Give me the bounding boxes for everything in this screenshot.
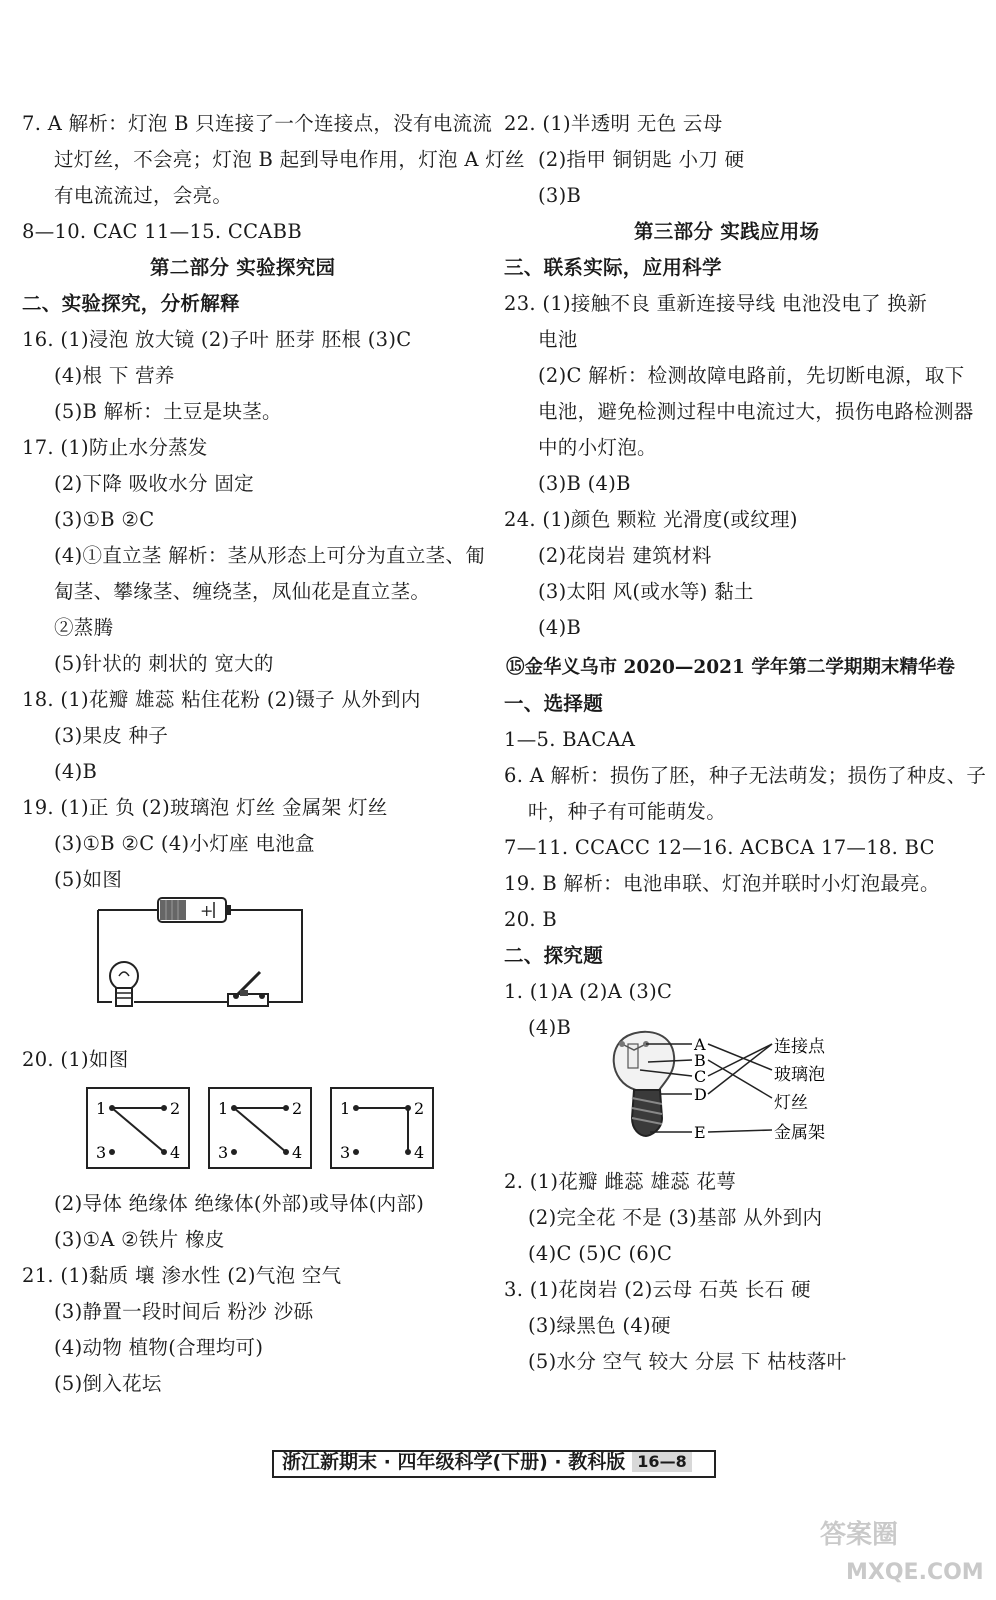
dot-diagrams xyxy=(86,1086,446,1172)
dot-label-1: 1 xyxy=(340,1099,351,1118)
answer-16-line2: (4)根 下 营养 xyxy=(54,364,175,387)
answer-17-line7: (5)针状的 刺状的 宽大的 xyxy=(54,652,274,675)
answer-24-line4: (4)B xyxy=(538,616,582,639)
answer-19-line1: 19. (1)正 负 (2)玻璃泡 灯丝 金属架 灯丝 xyxy=(22,796,388,819)
watermark-logo: 答案圈 xyxy=(820,1520,899,1550)
circuit-diagram xyxy=(92,892,312,1022)
bulb-label-metal-frame: 金属架 xyxy=(774,1123,825,1143)
answer-17-line2: (2)下降 吸收水分 固定 xyxy=(54,472,254,495)
answer-7-line2: 过灯丝，不会亮；灯泡 B 起到导电作用，灯泡 A 灯丝 xyxy=(54,148,525,171)
answer-19: 19. B 解析：电池串联、灯泡并联时小灯泡最亮。 xyxy=(504,872,940,895)
footer-page-number: 16—8 xyxy=(632,1452,692,1472)
answer-18-line3: (4)B xyxy=(54,760,98,783)
answer-20-line1: 20. (1)如图 xyxy=(22,1048,129,1071)
answer-21-line1: 21. (1)黏质 壤 渗水性 (2)气泡 空气 xyxy=(22,1264,342,1287)
bulb-letter-e: E xyxy=(694,1123,706,1142)
answer-8-15: 8—10. CAC 11—15. CCABB xyxy=(22,220,302,243)
bulb-label-connection: 连接点 xyxy=(774,1037,825,1057)
dot-label-3: 3 xyxy=(340,1143,351,1162)
answer-21-line2: (3)静置一段时间后 粉沙 沙砾 xyxy=(54,1300,314,1323)
explore-2-line2: (2)完全花 不是 (3)基部 从外到内 xyxy=(528,1206,823,1229)
subsection-heading-3: 三、联系实际，应用科学 xyxy=(504,256,722,279)
answer-17-line5: 匐茎、攀缘茎、缠绕茎，凤仙花是直立茎。 xyxy=(54,580,431,603)
lightbulb-icon xyxy=(614,1032,675,1136)
bulb-letter-d: D xyxy=(694,1085,707,1104)
dot-label-4: 4 xyxy=(170,1143,181,1162)
dot-label-4: 4 xyxy=(292,1143,303,1162)
answer-23-line6: (3)B (4)B xyxy=(538,472,631,495)
subsection-heading-explore: 二、探究题 xyxy=(504,944,604,967)
section-heading-part2: 第二部分 实验探究园 xyxy=(150,256,336,279)
dot-diagram-1 xyxy=(87,1088,189,1168)
bulb-label-glass: 玻璃泡 xyxy=(774,1065,825,1085)
answer-7-18: 7—11. CCACC 12—16. ACBCA 17—18. BC xyxy=(504,836,935,859)
answer-23-line3: (2)C 解析：检测故障电路前，先切断电源，取下 xyxy=(538,364,965,387)
answer-23-line1: 23. (1)接触不良 重新连接导线 电池没电了 换新 xyxy=(504,292,928,315)
dot-diagram-3 xyxy=(331,1088,433,1168)
explore-1-line1: 1. (1)A (2)A (3)C xyxy=(504,980,673,1003)
answer-6-line2: 叶，种子有可能萌发。 xyxy=(528,800,727,823)
explore-1-line2: (4)B xyxy=(528,1016,572,1039)
explore-3-line3: (5)水分 空气 较大 分层 下 枯枝落叶 xyxy=(528,1350,847,1373)
answer-23-line2: 电池 xyxy=(538,328,578,351)
answer-1-5: 1—5. BACAA xyxy=(504,728,636,751)
answer-21-line4: (5)倒入花坛 xyxy=(54,1372,162,1395)
explore-2-line1: 2. (1)花瓣 雌蕊 雄蕊 花萼 xyxy=(504,1170,737,1193)
footer-title: 浙江新期末 · 四年级科学(下册) · 教科版 xyxy=(282,1451,626,1473)
answer-17-line3: (3)①B ②C xyxy=(54,508,155,531)
answer-19-line3: (5)如图 xyxy=(54,868,123,891)
answer-24-line1: 24. (1)颜色 颗粒 光滑度(或纹理) xyxy=(504,508,798,531)
section-heading-part3: 第三部分 实践应用场 xyxy=(634,220,820,243)
bulb-letter-b: B xyxy=(694,1051,706,1070)
dot-label-2: 2 xyxy=(292,1099,303,1118)
exam-title-15: ⑮金华义乌市 2020—2021 学年第二学期期末精华卷 xyxy=(506,657,955,678)
svg-text:+: + xyxy=(200,901,214,920)
bulb-letter-c: C xyxy=(694,1067,707,1086)
answer-22-line1: 22. (1)半透明 无色 云母 xyxy=(504,112,723,135)
switch-icon xyxy=(228,972,268,1006)
answer-22-line3: (3)B xyxy=(538,184,582,207)
answer-22-line2: (2)指甲 铜钥匙 小刀 硬 xyxy=(538,148,745,171)
dot-label-2: 2 xyxy=(170,1099,181,1118)
dot-diagram-2 xyxy=(209,1088,311,1168)
dot-label-3: 3 xyxy=(96,1143,107,1162)
dot-label-4: 4 xyxy=(414,1143,425,1162)
explore-3-line2: (3)绿黑色 (4)硬 xyxy=(528,1314,671,1337)
bulb-letter-a: A xyxy=(694,1035,706,1054)
dot-label-1: 1 xyxy=(218,1099,229,1118)
answer-21-line3: (4)动物 植物(合理均可) xyxy=(54,1336,264,1359)
answer-17-line1: 17. (1)防止水分蒸发 xyxy=(22,436,208,459)
answer-20-line2: (2)导体 绝缘体 绝缘体(外部)或导体(内部) xyxy=(54,1192,425,1215)
answer-23-line4: 电池，避免检测过程中电流过大，损伤电路检测器 xyxy=(538,400,974,423)
watermark-url: MXQE.COM xyxy=(846,1560,984,1585)
answer-16-line1: 16. (1)浸泡 放大镜 (2)子叶 胚芽 胚根 (3)C xyxy=(22,328,412,351)
answer-23-line5: 中的小灯泡。 xyxy=(538,436,657,459)
page-footer xyxy=(0,1448,996,1476)
answer-18-line2: (3)果皮 种子 xyxy=(54,724,169,747)
answer-24-line3: (3)太阳 风(或水等) 黏土 xyxy=(538,580,754,603)
answer-20: 20. B xyxy=(504,908,558,931)
bulb-label-filament: 灯丝 xyxy=(774,1093,808,1113)
answer-17-line4: (4)①直立茎 解析：茎从形态上可分为直立茎、匍 xyxy=(54,544,486,567)
answer-6-line1: 6. A 解析：损伤了胚，种子无法萌发；损伤了种皮、子 xyxy=(504,764,987,787)
bulb-labeling-diagram xyxy=(600,1026,870,1152)
answer-18-line1: 18. (1)花瓣 雄蕊 粘住花粉 (2)镊子 从外到内 xyxy=(22,688,421,711)
answer-7-line3: 有电流流过，会亮。 xyxy=(54,184,233,207)
bulb-icon xyxy=(110,962,138,1006)
subsection-heading-choice: 一、选择题 xyxy=(504,692,604,715)
dot-label-3: 3 xyxy=(218,1143,229,1162)
explore-2-line3: (4)C (5)C (6)C xyxy=(528,1242,673,1265)
answer-16-line3: (5)B 解析：土豆是块茎。 xyxy=(54,400,282,423)
subsection-heading-2: 二、实验探究，分析解释 xyxy=(22,292,240,315)
explore-3-line1: 3. (1)花岗岩 (2)云母 石英 长石 硬 xyxy=(504,1278,811,1301)
answer-20-line3: (3)①A ②铁片 橡皮 xyxy=(54,1228,225,1251)
battery-icon xyxy=(158,898,231,922)
answer-24-line2: (2)花岗岩 建筑材料 xyxy=(538,544,712,567)
answer-7-line1: 7. A 解析：灯泡 B 只连接了一个连接点，没有电流流 xyxy=(22,112,493,135)
answer-17-line6: ②蒸腾 xyxy=(54,616,114,639)
dot-label-1: 1 xyxy=(96,1099,107,1118)
dot-label-2: 2 xyxy=(414,1099,425,1118)
answer-19-line2: (3)①B ②C (4)小灯座 电池盒 xyxy=(54,832,315,855)
